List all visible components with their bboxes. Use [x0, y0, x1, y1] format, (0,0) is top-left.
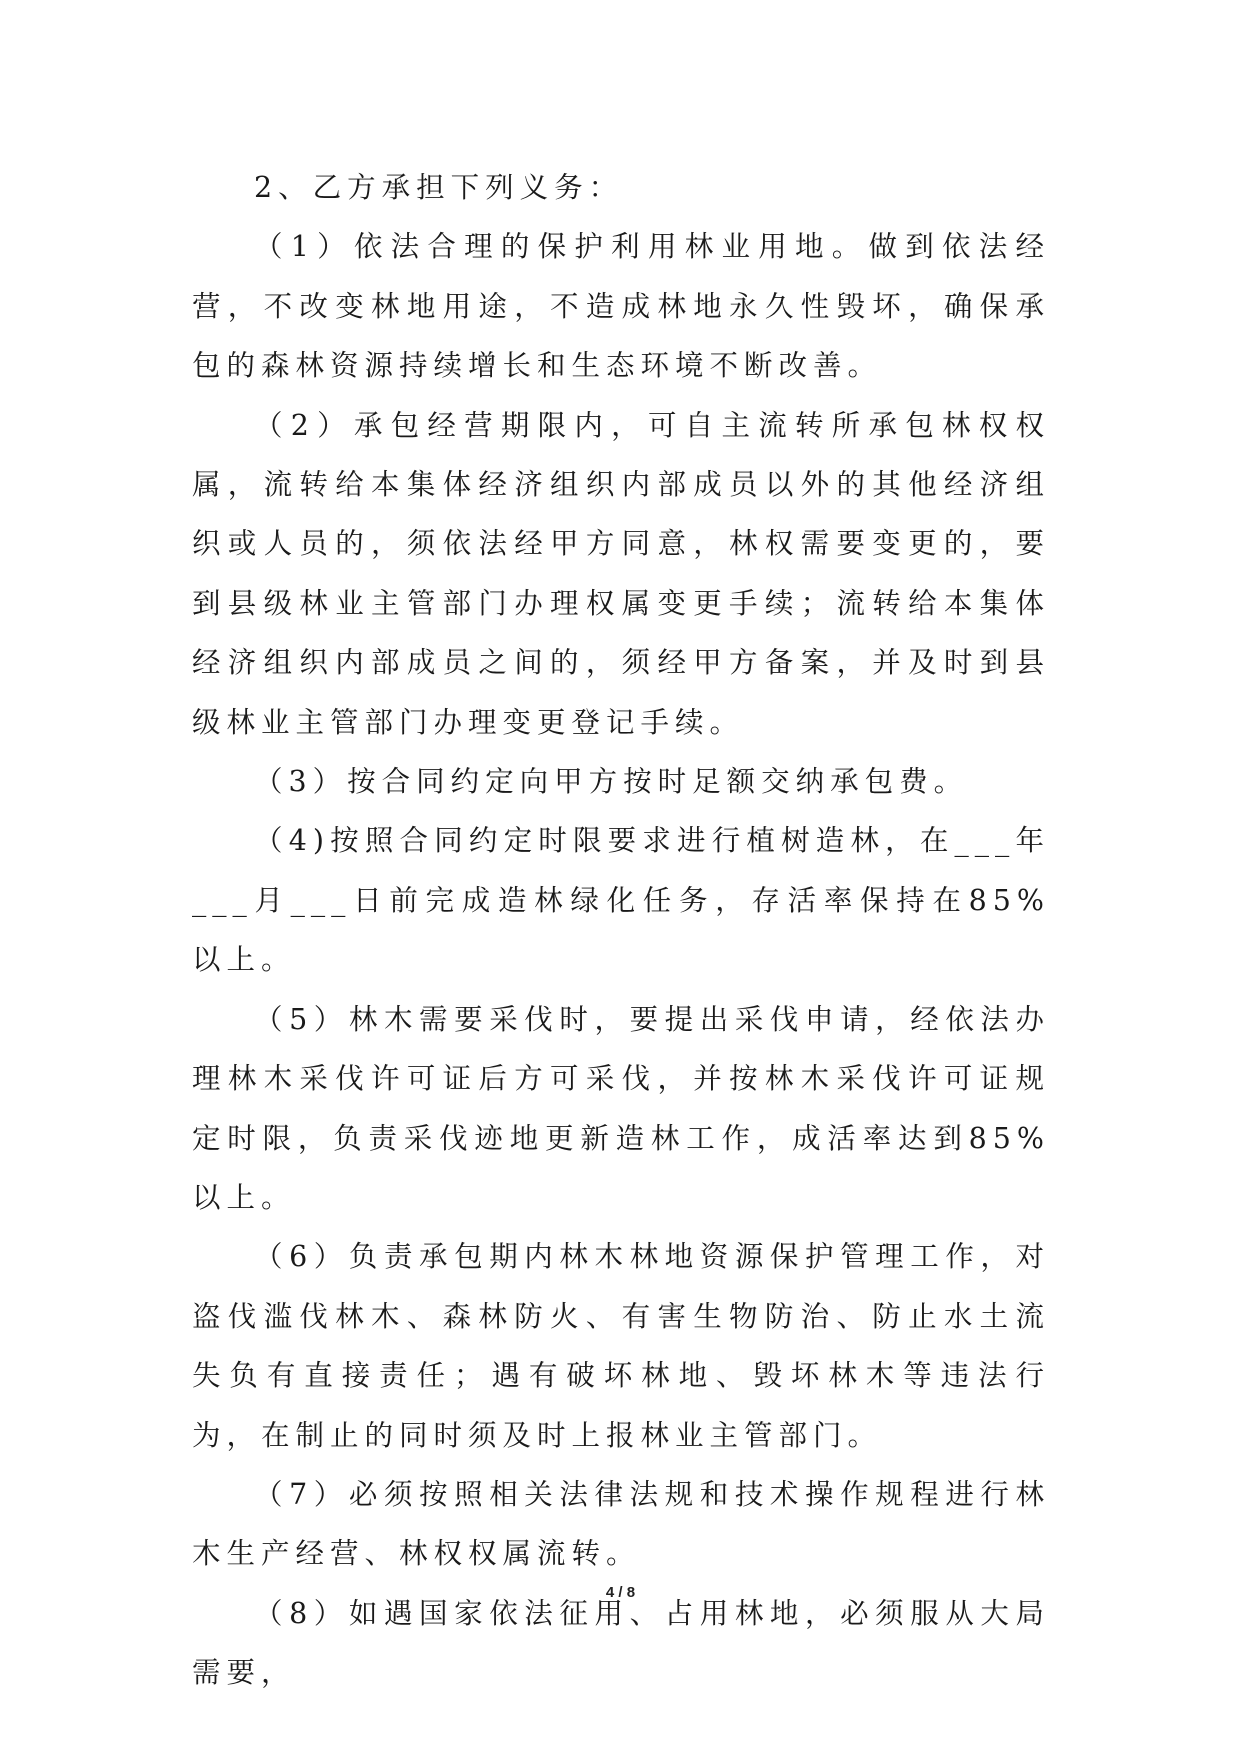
paragraph-item-1: （1）依法合理的保护利用林业用地。做到依法经营，不改变林地用途，不造成林地永久性毁坏，确保承包的森林资源持续增长和生态环境不断改善。 [192, 230, 1050, 383]
page-number: 4 / 8 [605, 1584, 636, 1601]
paragraph-item-6: （6）负责承包期内林木林地资源保护管理工作，对盗伐滥伐林木、森林防火、有害生物防治、防止水土流失负有直接责任；遇有破坏林地、毁坏林木等违法行为，在制止的同时须及时上报林业主管部门。 [192, 1240, 1050, 1452]
paragraph-obligations-heading: 2、乙方承担下列义务： [254, 171, 624, 204]
paragraph-item-7: （7）必须按照相关法律法规和技术操作规程进行林木生产经营、林权权属流转。 [192, 1477, 1050, 1571]
paragraph-item-5: （5）林木需要采伐时，要提出采伐申请，经依法办理林木采伐许可证后方可采伐，并按林木采伐许可证规定时限，负责采伐迹地更新造林工作，成活率达到85%以上。 [192, 1002, 1050, 1214]
paragraph-item-2: （2）承包经营期限内，可自主流转所承包林权权属，流转给本集体经济组织内部成员以外的其他经济组织或人员的，须依法经甲方同意，林权需要变更的，要到县级林业主管部门办理权属变更手续；流转给本集体经济组织内部成员之间的，须经甲方备案，并及时到县级林业主管部门办理变更登记手续。 [192, 408, 1050, 739]
paragraph-item-3: （3）按合同约定向甲方按时足额交纳承包费。 [254, 765, 969, 799]
paragraph-item-8: （8）如遇国家依法征用、占用林地，必须服从大局需要， [192, 1596, 1050, 1690]
paragraph-item-4: （4)按照合同约定时限要求进行植树造林，在___年___月___日前完成造林绿化任务，存活率保持在85%以上。 [192, 824, 1050, 977]
document-body [192, 158, 1050, 1703]
